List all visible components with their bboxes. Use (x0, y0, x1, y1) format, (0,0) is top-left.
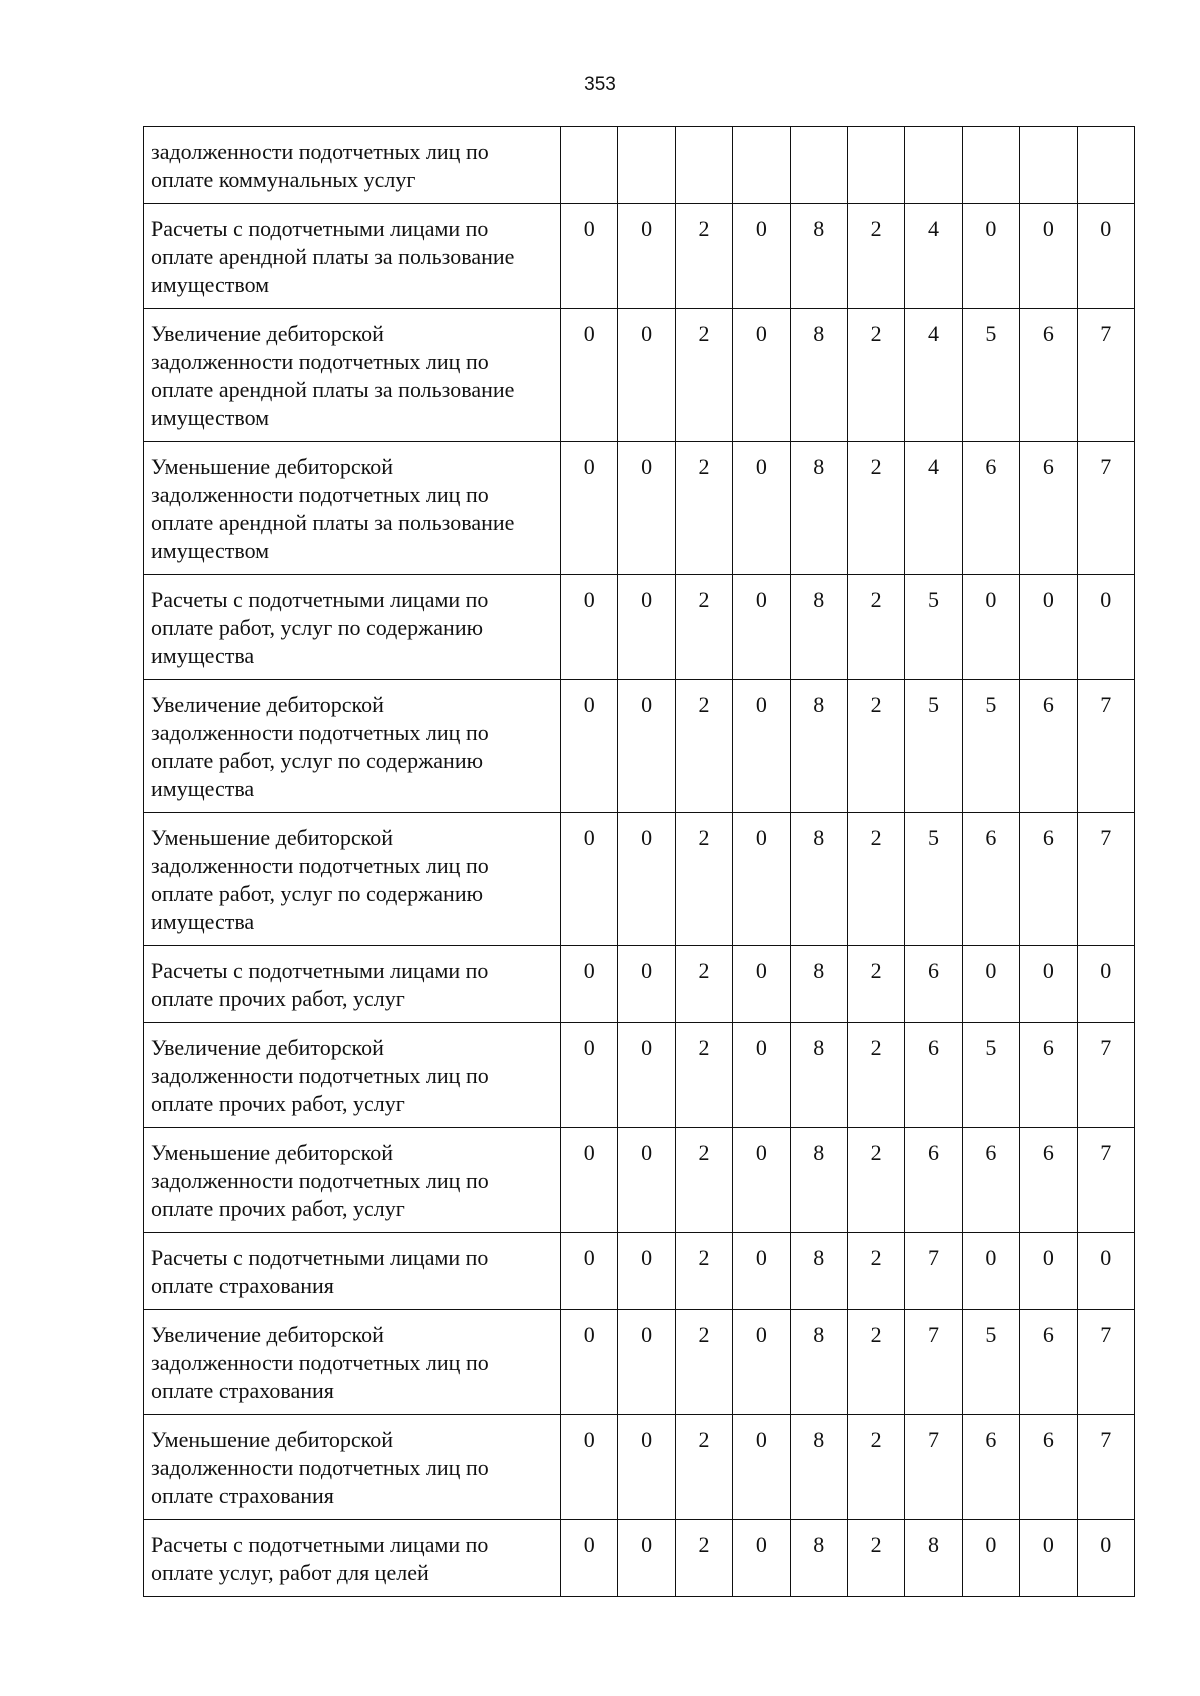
code-digit-cell: 2 (675, 813, 732, 946)
code-digit-cell: 2 (675, 309, 732, 442)
code-digit-cell: 2 (675, 1310, 732, 1415)
code-digit-cell: 8 (790, 680, 847, 813)
code-digit-cell: 6 (905, 946, 962, 1023)
code-digit-cell (1077, 127, 1134, 204)
code-digit-cell: 6 (1020, 442, 1077, 575)
description-line: оплате коммунальных услуг (151, 167, 416, 192)
description-line: оплате работ, услуг по содержанию (151, 881, 484, 906)
code-digit-cell: 2 (847, 1128, 904, 1233)
table-row (144, 1128, 1135, 1233)
code-digit-cell: 8 (905, 1520, 962, 1597)
code-digit-cell (847, 127, 904, 204)
description-line: Увеличение дебиторской (151, 692, 384, 717)
table-row (144, 680, 1135, 813)
code-digit-cell: 6 (962, 813, 1019, 946)
code-digit-cell: 6 (1020, 813, 1077, 946)
code-digit-cell: 0 (733, 204, 790, 309)
code-digit-cell: 0 (561, 1415, 618, 1520)
code-digit-cell: 2 (847, 1233, 904, 1310)
code-digit-cell: 0 (618, 442, 675, 575)
code-digit-cell: 2 (675, 946, 732, 1023)
code-digit-cell: 7 (1077, 1415, 1134, 1520)
code-digit-cell: 7 (1077, 1023, 1134, 1128)
description-line: Расчеты с подотчетными лицами по (151, 1532, 489, 1557)
code-digit-cell: 8 (790, 1023, 847, 1128)
code-digit-cell: 0 (733, 1128, 790, 1233)
code-digit-cell: 6 (1020, 680, 1077, 813)
description-line: Увеличение дебиторской (151, 321, 384, 346)
code-digit-cell: 6 (905, 1128, 962, 1233)
description-line: Расчеты с подотчетными лицами по (151, 216, 489, 241)
code-digit-cell: 0 (1077, 1233, 1134, 1310)
code-digit-cell: 5 (905, 680, 962, 813)
code-digit-cell: 0 (561, 204, 618, 309)
code-digit-cell: 8 (790, 575, 847, 680)
code-digit-cell: 0 (1077, 575, 1134, 680)
description-line: оплате арендной платы за пользование (151, 510, 515, 535)
code-digit-cell: 0 (1020, 946, 1077, 1023)
description-line: Уменьшение дебиторской (151, 454, 394, 479)
code-digit-cell: 0 (618, 1520, 675, 1597)
description-line: Расчеты с подотчетными лицами по (151, 1245, 489, 1270)
code-digit-cell: 2 (675, 575, 732, 680)
code-digit-cell: 0 (561, 680, 618, 813)
row-description-cell (144, 1415, 561, 1520)
code-digit-cell: 4 (905, 442, 962, 575)
code-digit-cell: 8 (790, 204, 847, 309)
row-description-cell (144, 1520, 561, 1597)
code-digit-cell: 6 (905, 1023, 962, 1128)
row-description-cell (144, 1023, 561, 1128)
description-line: оплате страхования (151, 1483, 334, 1508)
code-digit-cell (618, 127, 675, 204)
code-digit-cell (561, 127, 618, 204)
table-row (144, 204, 1135, 309)
code-digit-cell: 0 (561, 309, 618, 442)
description-line: задолженности подотчетных лиц по (151, 853, 489, 878)
code-digit-cell: 2 (847, 204, 904, 309)
table-row (144, 1520, 1135, 1597)
row-description-cell (144, 1128, 561, 1233)
code-digit-cell: 0 (733, 680, 790, 813)
code-digit-cell: 7 (1077, 309, 1134, 442)
description-line: имущества (151, 909, 255, 934)
row-description-cell (144, 1310, 561, 1415)
code-digit-cell: 0 (1077, 204, 1134, 309)
code-digit-cell: 2 (675, 1233, 732, 1310)
code-digit-cell: 5 (905, 813, 962, 946)
code-digit-cell (790, 127, 847, 204)
description-line: оплате работ, услуг по содержанию (151, 748, 484, 773)
description-line: задолженности подотчетных лиц по (151, 139, 489, 164)
code-digit-cell: 2 (847, 813, 904, 946)
description-line: оплате работ, услуг по содержанию (151, 615, 484, 640)
row-description-cell (144, 813, 561, 946)
code-digit-cell: 2 (847, 1023, 904, 1128)
code-digit-cell: 5 (962, 309, 1019, 442)
account-codes-table (143, 126, 1135, 1597)
code-digit-cell: 6 (1020, 1128, 1077, 1233)
description-line: оплате прочих работ, услуг (151, 1196, 405, 1221)
description-line: Расчеты с подотчетными лицами по (151, 958, 489, 983)
code-digit-cell: 5 (962, 1310, 1019, 1415)
description-line: Увеличение дебиторской (151, 1322, 384, 1347)
code-digit-cell: 0 (618, 1233, 675, 1310)
code-digit-cell: 2 (675, 680, 732, 813)
code-digit-cell: 0 (561, 575, 618, 680)
table-row (144, 575, 1135, 680)
description-line: Расчеты с подотчетными лицами по (151, 587, 489, 612)
code-digit-cell: 0 (962, 575, 1019, 680)
code-digit-cell: 0 (561, 1310, 618, 1415)
code-digit-cell: 8 (790, 442, 847, 575)
table-row (144, 1310, 1135, 1415)
description-line: имущества (151, 643, 255, 668)
row-description-cell (144, 309, 561, 442)
code-digit-cell (962, 127, 1019, 204)
code-digit-cell: 0 (1020, 575, 1077, 680)
code-digit-cell: 2 (675, 1415, 732, 1520)
description-line: Уменьшение дебиторской (151, 1427, 394, 1452)
description-line: имущества (151, 776, 255, 801)
code-digit-cell: 8 (790, 1415, 847, 1520)
code-digit-cell: 0 (1020, 1520, 1077, 1597)
table-body (144, 127, 1135, 1597)
code-digit-cell: 0 (561, 946, 618, 1023)
description-line: задолженности подотчетных лиц по (151, 1063, 489, 1088)
code-digit-cell (675, 127, 732, 204)
code-digit-cell: 2 (675, 1128, 732, 1233)
code-digit-cell: 4 (905, 204, 962, 309)
code-digit-cell: 2 (847, 309, 904, 442)
code-digit-cell: 5 (962, 680, 1019, 813)
table-row (144, 1233, 1135, 1310)
code-digit-cell: 7 (1077, 813, 1134, 946)
code-digit-cell: 5 (962, 1023, 1019, 1128)
description-line: Уменьшение дебиторской (151, 825, 394, 850)
code-digit-cell: 0 (733, 946, 790, 1023)
code-digit-cell: 2 (847, 946, 904, 1023)
description-line: задолженности подотчетных лиц по (151, 1350, 489, 1375)
code-digit-cell (905, 127, 962, 204)
code-digit-cell: 0 (962, 204, 1019, 309)
code-digit-cell: 5 (905, 575, 962, 680)
code-digit-cell: 8 (790, 1128, 847, 1233)
code-digit-cell: 6 (1020, 1415, 1077, 1520)
description-line: оплате прочих работ, услуг (151, 986, 405, 1011)
description-line: оплате страхования (151, 1273, 334, 1298)
code-digit-cell: 7 (1077, 1128, 1134, 1233)
code-digit-cell: 0 (733, 575, 790, 680)
code-digit-cell: 2 (847, 442, 904, 575)
code-digit-cell: 8 (790, 1520, 847, 1597)
code-digit-cell: 8 (790, 1310, 847, 1415)
table-row (144, 442, 1135, 575)
description-line: имуществом (151, 272, 270, 297)
code-digit-cell: 7 (905, 1415, 962, 1520)
code-digit-cell: 0 (733, 1233, 790, 1310)
code-digit-cell: 2 (675, 204, 732, 309)
description-line: задолженности подотчетных лиц по (151, 482, 489, 507)
code-digit-cell: 8 (790, 1233, 847, 1310)
description-line: оплате страхования (151, 1378, 334, 1403)
row-description-cell (144, 204, 561, 309)
description-line: задолженности подотчетных лиц по (151, 720, 489, 745)
code-digit-cell: 0 (618, 946, 675, 1023)
code-digit-cell: 0 (733, 813, 790, 946)
code-digit-cell: 7 (905, 1310, 962, 1415)
code-digit-cell: 7 (905, 1233, 962, 1310)
code-digit-cell: 0 (962, 946, 1019, 1023)
code-digit-cell: 2 (847, 1415, 904, 1520)
code-digit-cell: 0 (561, 1520, 618, 1597)
code-digit-cell: 0 (1077, 946, 1134, 1023)
description-line: задолженности подотчетных лиц по (151, 1168, 489, 1193)
row-description-cell (144, 1233, 561, 1310)
code-digit-cell: 7 (1077, 442, 1134, 575)
description-line: задолженности подотчетных лиц по (151, 1455, 489, 1480)
row-description-cell (144, 680, 561, 813)
code-digit-cell: 0 (618, 1415, 675, 1520)
code-digit-cell: 6 (1020, 309, 1077, 442)
code-digit-cell: 0 (1020, 1233, 1077, 1310)
row-description-cell (144, 442, 561, 575)
description-line: оплате арендной платы за пользование (151, 377, 515, 402)
code-digit-cell: 2 (675, 442, 732, 575)
table-row (144, 1023, 1135, 1128)
code-digit-cell: 0 (1077, 1520, 1134, 1597)
description-line: Увеличение дебиторской (151, 1035, 384, 1060)
code-digit-cell: 2 (847, 1310, 904, 1415)
code-digit-cell: 4 (905, 309, 962, 442)
description-line: задолженности подотчетных лиц по (151, 349, 489, 374)
code-digit-cell: 0 (618, 813, 675, 946)
code-digit-cell: 0 (561, 813, 618, 946)
code-digit-cell: 6 (1020, 1310, 1077, 1415)
row-description-cell (144, 575, 561, 680)
code-digit-cell: 0 (733, 309, 790, 442)
code-digit-cell: 0 (962, 1520, 1019, 1597)
description-line: оплате прочих работ, услуг (151, 1091, 405, 1116)
code-digit-cell: 0 (618, 1310, 675, 1415)
code-digit-cell: 0 (733, 1023, 790, 1128)
code-digit-cell: 6 (1020, 1023, 1077, 1128)
description-line: Уменьшение дебиторской (151, 1140, 394, 1165)
row-description-cell (144, 946, 561, 1023)
table-row (144, 946, 1135, 1023)
code-digit-cell: 2 (675, 1520, 732, 1597)
row-description-cell (144, 127, 561, 204)
code-digit-cell: 0 (618, 1128, 675, 1233)
code-digit-cell: 2 (847, 680, 904, 813)
code-digit-cell: 2 (847, 1520, 904, 1597)
table-row (144, 309, 1135, 442)
code-digit-cell: 0 (618, 575, 675, 680)
code-digit-cell: 0 (618, 309, 675, 442)
code-digit-cell (733, 127, 790, 204)
description-line: оплате услуг, работ для целей (151, 1560, 429, 1585)
code-digit-cell: 0 (733, 1415, 790, 1520)
description-line: имуществом (151, 405, 270, 430)
table-row (144, 1415, 1135, 1520)
code-digit-cell: 0 (733, 1310, 790, 1415)
code-digit-cell: 8 (790, 309, 847, 442)
code-digit-cell (1020, 127, 1077, 204)
code-digit-cell: 8 (790, 813, 847, 946)
code-digit-cell: 2 (675, 1023, 732, 1128)
code-digit-cell: 0 (618, 1023, 675, 1128)
table-row (144, 813, 1135, 946)
code-digit-cell: 0 (733, 1520, 790, 1597)
code-digit-cell: 0 (561, 442, 618, 575)
code-digit-cell: 7 (1077, 1310, 1134, 1415)
code-digit-cell: 0 (733, 442, 790, 575)
table-row (144, 127, 1135, 204)
code-digit-cell: 6 (962, 1128, 1019, 1233)
code-digit-cell: 6 (962, 1415, 1019, 1520)
description-line: оплате арендной платы за пользование (151, 244, 515, 269)
code-digit-cell: 0 (561, 1233, 618, 1310)
page-number: 353 (584, 74, 616, 95)
code-digit-cell: 0 (561, 1023, 618, 1128)
code-digit-cell: 0 (962, 1233, 1019, 1310)
code-digit-cell: 6 (962, 442, 1019, 575)
code-digit-cell: 0 (1020, 204, 1077, 309)
code-digit-cell: 8 (790, 946, 847, 1023)
code-digit-cell: 0 (618, 680, 675, 813)
code-digit-cell: 0 (561, 1128, 618, 1233)
code-digit-cell: 7 (1077, 680, 1134, 813)
description-line: имуществом (151, 538, 270, 563)
code-digit-cell: 0 (618, 204, 675, 309)
code-digit-cell: 2 (847, 575, 904, 680)
